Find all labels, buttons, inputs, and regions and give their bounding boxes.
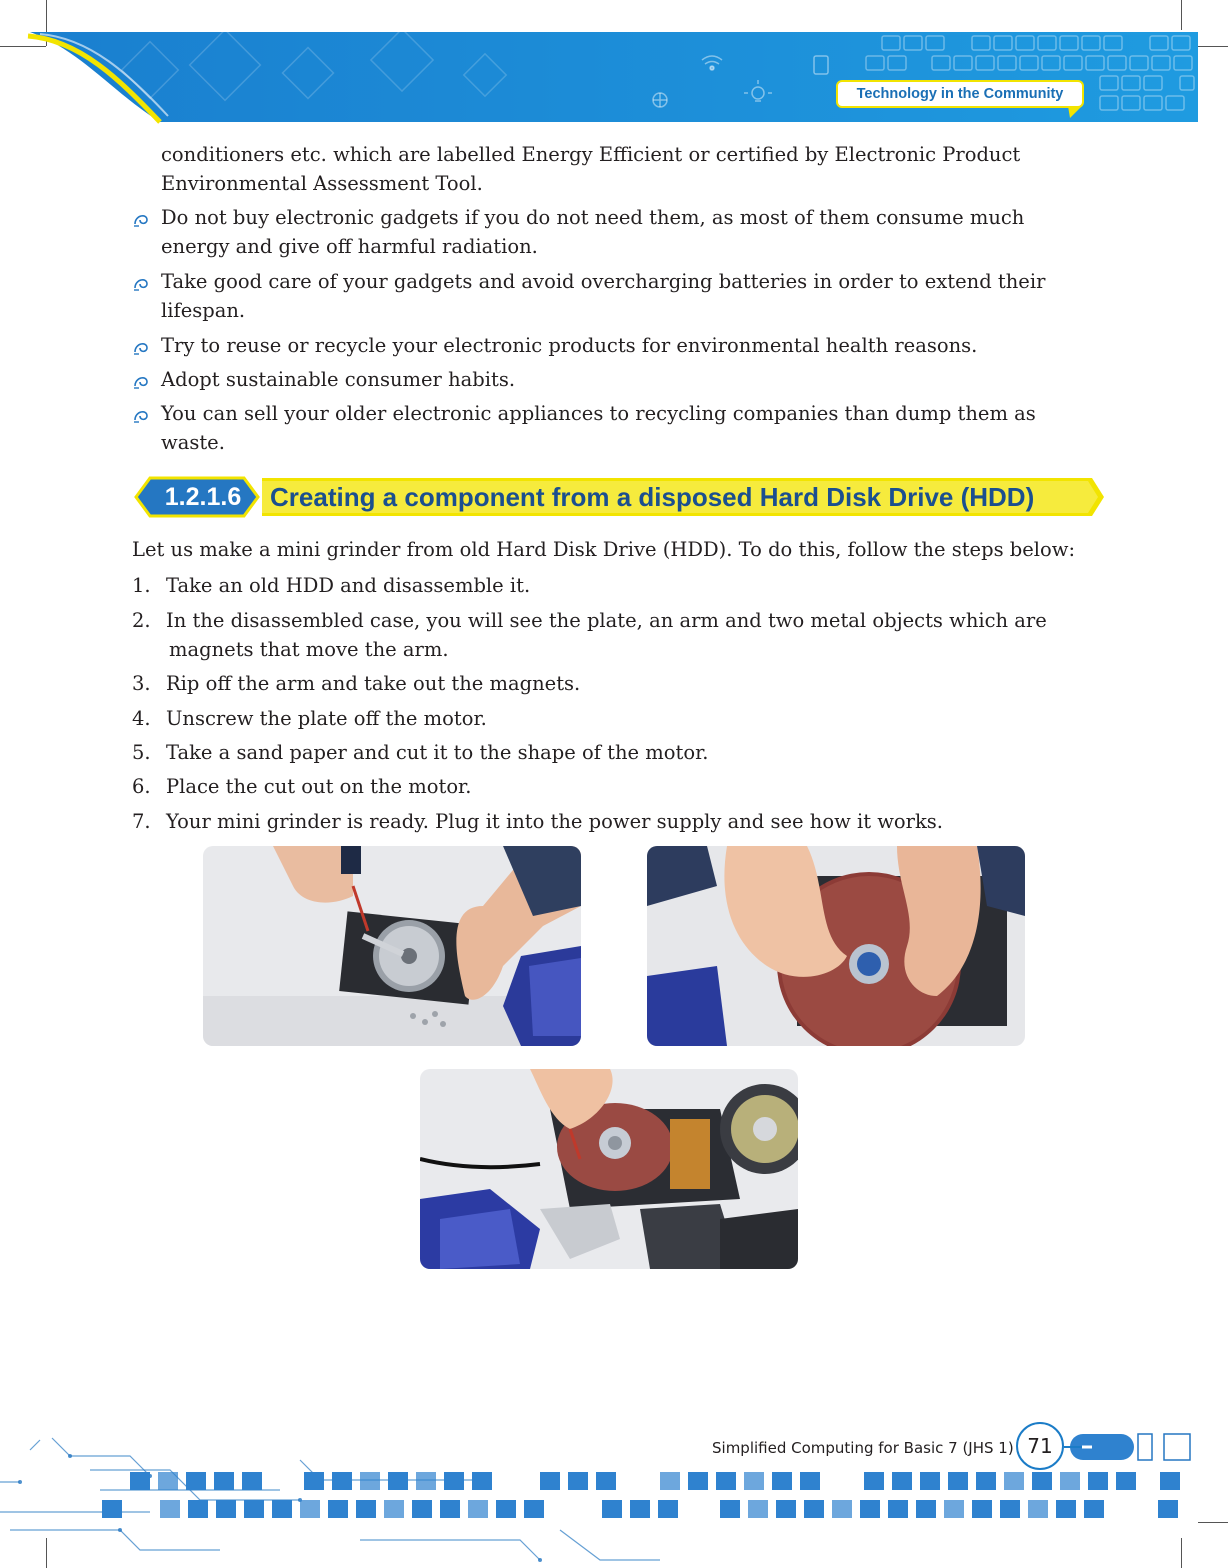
bullet-line: Adopt sustainable consumer habits. [161, 368, 516, 391]
step-number: 6. [132, 775, 151, 798]
header-banner-graphic [0, 0, 1228, 135]
intro-line: conditioners etc. which are labelled Energy Efficient or certified by Electronic Product [161, 143, 1021, 166]
bullet-swirl-icon [132, 372, 150, 390]
step-text: In the disassembled case, you will see the plate, an arm and two metal objects which are [166, 609, 1047, 632]
section-intro: Let us make a mini grinder from old Hard Disk Drive (HDD). To do this, follow the steps below: [132, 538, 1076, 561]
bullet-line: You can sell your older electronic appliances to recycling companies than dump them as [161, 402, 1036, 425]
photo-mini-grinder [420, 1069, 798, 1269]
bullet-line: Take good care of your gadgets and avoid overcharging batteries in order to extend their [161, 270, 1046, 293]
photo-disassembling-hdd [203, 846, 581, 1046]
step-number: 3. [132, 672, 151, 695]
step-text: Take a sand paper and cut it to the shape of the motor. [166, 741, 709, 764]
step-number: 5. [132, 741, 151, 764]
step-number: 2. [132, 609, 151, 632]
step-number: 7. [132, 810, 151, 833]
bullet-line: waste. [161, 431, 225, 454]
page-number: 71 [1016, 1422, 1064, 1470]
step-text: Your mini grinder is ready. Plug it into the power supply and see how it works. [166, 810, 944, 833]
bullet-line: Do not buy electronic gadgets if you do not need them, as most of them consume much [161, 206, 1025, 229]
bullet-swirl-icon [132, 406, 150, 424]
bullet-line: energy and give off harmful radiation. [161, 235, 538, 258]
step-text: Take an old HDD and disassemble it. [166, 574, 531, 597]
intro-line: Environmental Assessment Tool. [161, 172, 483, 195]
section-title: Creating a component from a disposed Hard Disk Drive (HDD) [270, 482, 1035, 512]
section-number-badge: 1.2.1.6 [164, 483, 242, 511]
step-text: Rip off the arm and take out the magnets. [166, 672, 581, 695]
bullet-swirl-icon [132, 338, 150, 356]
bullet-line: lifespan. [161, 299, 246, 322]
bullet-swirl-icon [132, 210, 150, 228]
page-header [0, 0, 1228, 135]
step-number: 4. [132, 707, 151, 730]
photo-sandpaper-cutout [647, 846, 1025, 1046]
step-text: Place the cut out on the motor. [166, 775, 472, 798]
header-section-label: Technology in the Community [836, 80, 1084, 108]
step-text: Unscrew the plate off the motor. [166, 707, 487, 730]
bullet-swirl-icon [132, 274, 150, 292]
bullet-line: Try to reuse or recycle your electronic products for environmental health reasons. [161, 334, 978, 357]
step-number: 1. [132, 574, 151, 597]
step-text: magnets that move the arm. [169, 638, 449, 661]
footer-book-title: Simplified Computing for Basic 7 (JHS 1) [712, 1439, 1014, 1457]
